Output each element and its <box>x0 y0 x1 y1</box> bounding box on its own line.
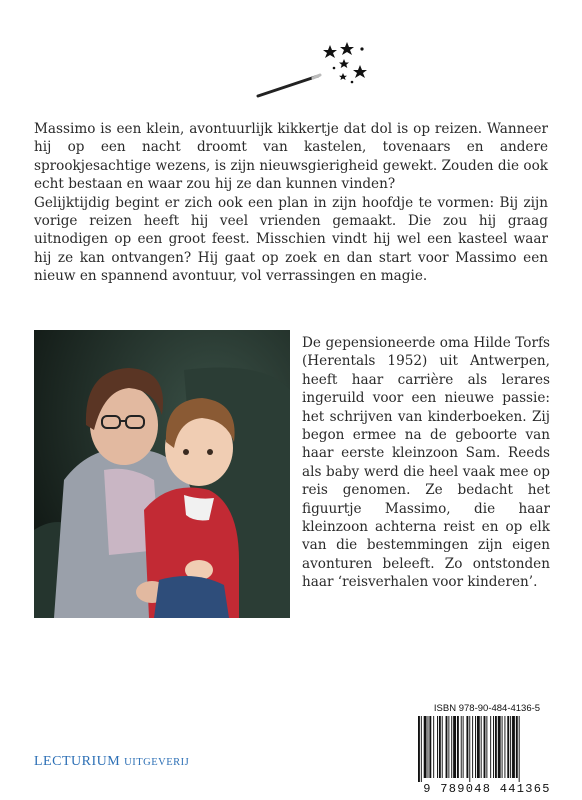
star-icon <box>353 65 367 78</box>
barcode-bar <box>516 716 518 778</box>
barcode-bar <box>484 716 486 778</box>
barcode-bar <box>512 716 515 778</box>
publisher-subtitle: UITGEVERIJ <box>124 757 190 768</box>
barcode-bar <box>461 716 462 778</box>
barcode-bar <box>495 716 497 778</box>
sparkle-dot <box>351 81 354 84</box>
star-icon <box>340 42 354 55</box>
barcode-bar <box>424 716 427 778</box>
isbn-barcode <box>412 703 562 798</box>
back-cover-blurb <box>34 120 548 286</box>
barcode-bar <box>448 716 449 778</box>
blurb-paragraph-2: Gelijktijdig begint er zich ook een plan in zijn hoofdje te vormen: Bij zijn vorige reizen heeft hij veel vrienden gemaakt. Die zou hij graag uitnodigen op een groot feest. Misschien vindt hij wel een kasteel waar hij ze kan ontvangen? Hij gaat op zoek en dan start voor Massimo een nieuw en spannend avontuur, vol verrassingen en magie. <box>34 194 548 285</box>
blurb-paragraph-1: Massimo is een klein, avontuurlijk kikkertje dat dol is op reizen. Wanneer hij op een nacht droomt van kastelen, tovenaars en andere sprookjesachtige wezens, is zijn nieuwsgierigheid gewekt. Zouden die ook echt bestaan en waar zou hij ze dan kunnen vinden? <box>34 121 548 193</box>
publisher-name: LECTURIUM <box>34 754 121 769</box>
star-icon <box>339 59 349 68</box>
barcode-bar <box>498 716 501 778</box>
magic-wand-icon <box>250 38 380 108</box>
barcode-bar <box>472 716 473 778</box>
barcode-bar <box>437 716 438 778</box>
star-icon <box>323 45 337 58</box>
barcode-bar <box>490 716 491 778</box>
barcode-bar <box>507 716 509 778</box>
barcode-bar <box>421 716 422 782</box>
publisher-logo <box>34 752 189 770</box>
sparkle-dot <box>333 67 336 70</box>
barcode-bar <box>446 716 448 778</box>
barcode-bar <box>463 716 464 778</box>
barcode-bar <box>451 716 452 778</box>
barcode-bar <box>481 716 482 778</box>
author-photo-illustration <box>34 330 290 618</box>
author-bio: De gepensioneerde oma Hilde Torfs (Herentals 1952) uit Antwerpen, heeft haar carrière als lerares ingeruild voor een nieuwe passie: het schrijven van kinderboeken. Zij begon ermee na de geboorte van haar eerste kleinzoon Sam. Reeds als baby werd die heel vaak mee op reis genomen. Ze bedacht het figuurtje Massimo, die haar kleinzoon achterna reist en op elk van die bestemmingen zijn eigen avonturen beleeft. Zo ontstonden haar ‘reisverhalen voor kinderen’. <box>302 335 550 591</box>
isbn-label: ISBN 978-90-484-4136-5 <box>433 703 541 714</box>
barcode-bar <box>504 716 505 778</box>
barcode-bar <box>469 716 470 782</box>
sparkle-dot <box>360 47 363 50</box>
author-photo <box>34 330 290 618</box>
barcode-bar <box>510 716 511 778</box>
barcode-bars <box>418 716 556 782</box>
ean-number: 9 789048 441365 <box>423 782 551 796</box>
barcode-bar <box>428 716 429 778</box>
barcode-bar <box>475 716 476 778</box>
barcode-bar <box>429 716 431 778</box>
barcode-bar <box>486 716 487 778</box>
barcode-bar <box>433 716 434 778</box>
barcode-bar <box>502 716 503 778</box>
barcode-bar <box>457 716 459 778</box>
barcode-bar <box>453 716 456 778</box>
barcode-bar <box>519 716 520 782</box>
barcode-bar <box>418 716 420 782</box>
barcode-bar <box>442 716 443 778</box>
barcode-bar <box>439 716 441 778</box>
barcode-bar <box>466 716 468 778</box>
star-icon <box>339 73 347 80</box>
barcode-bar <box>493 716 494 778</box>
barcode-bar <box>477 716 480 778</box>
